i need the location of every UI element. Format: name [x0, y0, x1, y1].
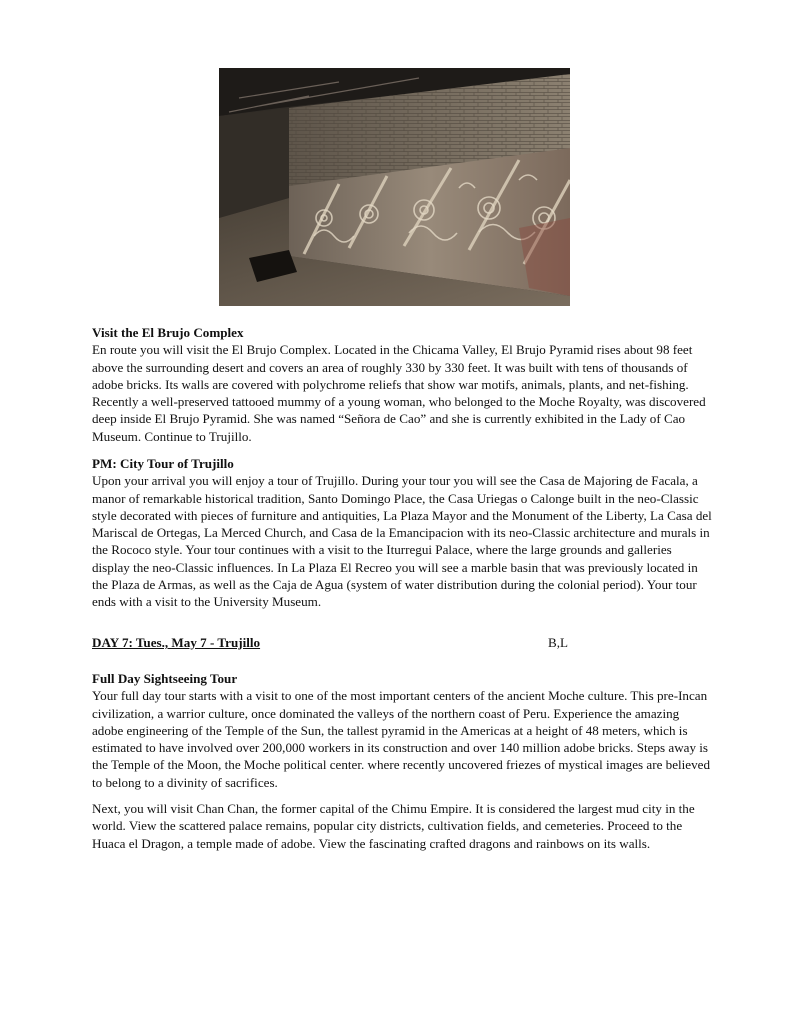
day-7-header — [92, 634, 692, 651]
relief-wall-illustration — [219, 68, 570, 306]
chan-chan-section — [92, 800, 712, 852]
full-day-tour-heading: Full Day Sightseeing Tour — [92, 671, 238, 686]
day-7-meals: B,L — [548, 635, 569, 650]
el-brujo-section — [92, 324, 712, 445]
full-day-tour-section — [92, 670, 712, 791]
city-tour-section — [92, 455, 712, 611]
moche-relief-wall-photo — [219, 68, 570, 306]
day-7-title: DAY 7: Tues., May 7 - Trujillo — [92, 635, 261, 650]
city-tour-paragraph: Upon your arrival you will enjoy a tour of Trujillo. During your tour you will see the Casa de Majoring de Facala, a manor of remarkable historical tradition, Santo Domingo Place, the Casa Uriegas o Calonge built in the neo-Classic style decorated with pieces of furniture and antiquities, La Plaza Mayor and the Monument of the Liberty, La Casa del Mariscal de Ortegas, La Merced Church, and Casa de la Emancipacion with its neo-Classic architecture and murals in the Rococo style. Your tour continues with a visit to the Iturregui Palace, where the large grounds and galleries display the neo-Classic influences. In La Plaza El Recreo you will see a marble basin that was previously located in the Plaza de Armas, as well as the Caja de Agua (system of water distribution during the colonial period). Your tour ends with a visit to the University Museum. — [92, 473, 712, 610]
full-day-tour-paragraph: Your full day tour starts with a visit to one of the most important centers of the ancient Moche culture. This pre-Incan civilization, a warrior culture, once dominated the valleys of the northern coast of Peru. Experience the amazing adobe engineering of the Temple of the Sun, the tallest pyramid in the Americas at a height of 48 meters, which is estimated to have involved over 200,000 workers in its construction and over 140 million adobe bricks. Steps away is the Temple of the Moon, the Moche political center. where recently uncovered friezes of mystical images are believed to belong to a divinity of sacrifices. — [92, 688, 711, 790]
chan-chan-paragraph: Next, you will visit Chan Chan, the former capital of the Chimu Empire. It is considered the largest mud city in the world. View the scattered palace remains, popular city districts, cultivation fields, and cemeteries. Proceed to the Huaca el Dragon, a temple made of adobe. View the fascinating crafted dragons and rainbows on its walls. — [92, 801, 695, 851]
el-brujo-paragraph: En route you will visit the El Brujo Complex. Located in the Chicama Valley, El Brujo Pyramid rises about 98 feet above the surrounding desert and covers an area of roughly 330 by 330 feet. It was built with tens of thousands of adobe bricks. Its walls are covered with polychrome reliefs that show war motifs, animals, plants, and net-fishing. Recently a well-preserved tattooed mummy of a young woman, who belonged to the Moche Royalty, was discovered deep inside El Brujo Pyramid. She was named “Señora de Cao” and she is currently exhibited in the Lady of Cao Museum. Continue to Trujillo. — [92, 342, 706, 444]
city-tour-heading: PM: City Tour of Trujillo — [92, 456, 234, 471]
el-brujo-heading: Visit the El Brujo Complex — [92, 325, 244, 340]
